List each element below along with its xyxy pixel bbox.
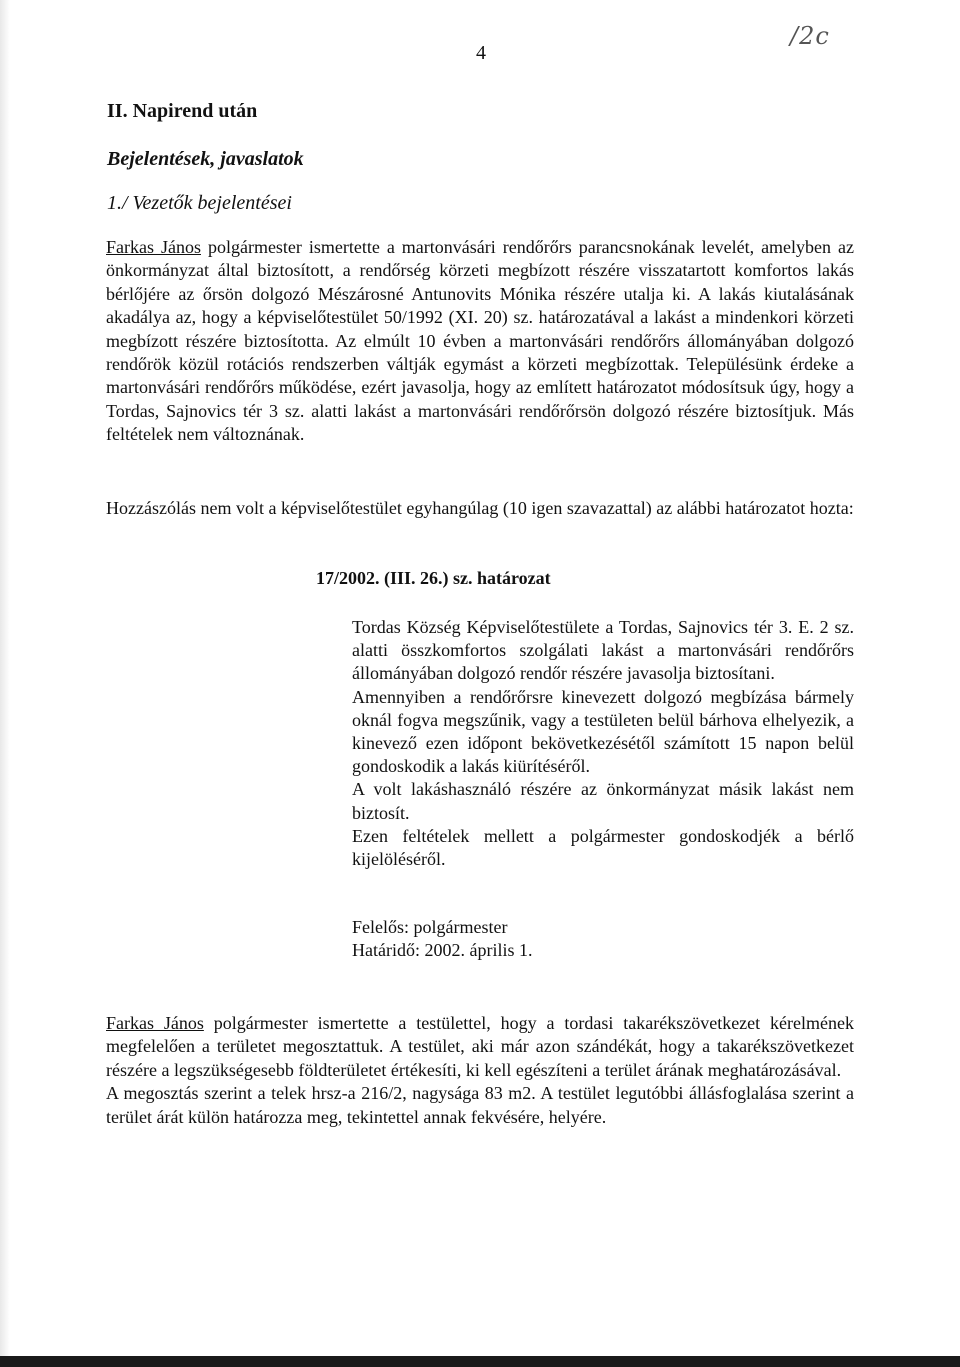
- resolution-clause-1: Tordas Község Képviselőtestülete a Tordas, Sajnovics tér 3. E. 2 sz. alatti összkomfortos szolgálati lakást a martonvásári rendőrőrs állományában dolgozó rendőr részére javasolja biztosítani.: [352, 617, 854, 684]
- resolution-responsible: Felelős: polgármester: [352, 917, 508, 937]
- paragraph-2: [106, 497, 854, 520]
- scan-left-edge: [0, 0, 10, 1367]
- handwritten-mark: /2c: [790, 22, 830, 50]
- paragraph-1: [106, 236, 854, 447]
- paragraph-1-text: polgármester ismertette a martonvásári rendőrőrs parancsnokának levelét, amelyben az önkormányzat által biztosított, a rendőrség körzeti megbízott részére visszatartott komfortos lakás bérlőjére az őrsön dolgozó Mészárosné Antunovits Mónika részére utalja ki. A lakás kiutalásának akadálya az, hogy a képviselőtestület 50/1992 (XI. 20) sz. határozatával a lakást a mindenkori körzeti megbízott részére biztosította. Az elmúlt 10 évben a martonvásári rendőrőrs állományában dolgozó rendőrök közül rotációs rendszerben váltják egymást a körzeti megbízottak. Településünk érdeke a martonvásári rendőrőrs működése, ezért javasolja, hogy az említett határozatot módosítsuk úgy, hogy a Tordas, Sajnovics tér 3 sz. alatti lakást a martonvásári rendőrőrsön dolgozó részére biztosítjuk. Más feltételek nem változnának.: [106, 237, 854, 445]
- item-title: 1./ Vezetők bejelentései: [107, 192, 292, 214]
- paragraph-3-text-1: polgármester ismertette a testülettel, hogy a tordasi takarékszövetkezet kérelmének megfelelően a területet megosztattuk. A testület, aki már azon szándékát, hogy a takarékszövetkezet részére a legszükségesebb földterületet értékesíti, ki kell egészíteni a terület árának meghatározásával.: [106, 1013, 854, 1080]
- resolution-clause-4: Ezen feltételek mellett a polgármester gondoskodjék a bérlő kijelöléséről.: [352, 825, 854, 870]
- page-number: 4: [476, 42, 486, 64]
- paragraph-3-text-2: A megosztás szerint a telek hrsz-a 216/2, nagysága 83 m2. A testület legutóbbi állásfoglalása szerint a terület árát külön határozza meg, tekintettel annak fekvésére, helyére.: [106, 1083, 854, 1127]
- resolution-body: [352, 616, 854, 871]
- resolution-clause-3: A volt lakáshasználó részére az önkormányzat másik lakást nem biztosít.: [352, 779, 854, 823]
- section-heading: II. Napirend után: [107, 100, 258, 122]
- paragraph-3: [106, 1012, 854, 1129]
- paragraph-2-text: Hozzászólás nem volt a képviselőtestület egyhangúlag (10 igen szavazattal) az alábbi határozatot hozta:: [106, 498, 854, 518]
- resolution-deadline: Határidő: 2002. április 1.: [352, 940, 533, 960]
- scan-bottom-edge: [0, 1356, 960, 1367]
- speaker-name: Farkas János: [106, 237, 201, 257]
- section-subheading: Bejelentések, javaslatok: [107, 148, 304, 170]
- resolution-title: 17/2002. (III. 26.) sz. határozat: [316, 568, 551, 588]
- resolution-clause-2: Amennyiben a rendőrőrsre kinevezett dolgozó megbízása bármely oknál fogva megszűnik, vagy a testületen belül bárhova elhelyezik, a kinevező ezen időpont bekövetkezésétől számított 15 napon belül gondoskodik a lakás kiürítéséről.: [352, 686, 854, 777]
- speaker-name: Farkas János: [106, 1013, 204, 1033]
